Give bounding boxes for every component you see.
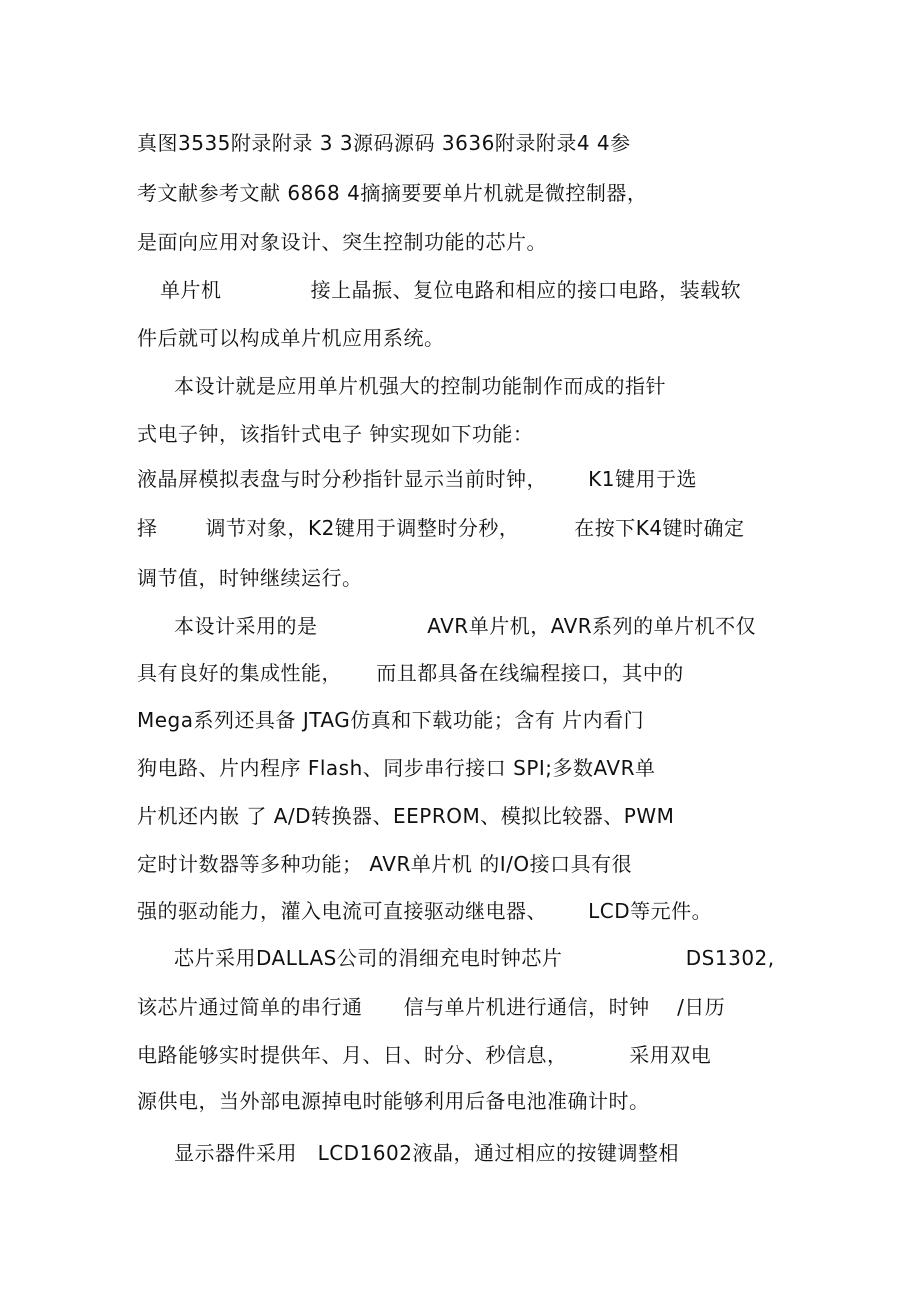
text-line: 真图3535附录附录 3 3源码源码 3636附录附录4 4参 [137,131,631,155]
text-line: 片机还内嵌 了 A/D转换器、EEPROM、模拟比较器、PWM [137,804,675,828]
text-line: 调节值，时钟继续运行。 [137,566,363,590]
text-line: Mega系列还具备 JTAG仿真和下载功能；含有 片内看门 [137,708,645,732]
text-line: 显示器件采用 LCD1602液晶，通过相应的按键调整相 [174,1141,679,1165]
text-line: 本设计采用的是 AVR单片机，AVR系列的单片机不仅 [174,614,757,638]
text-line: 狗电路、片内程序 Flash、同步串行接口 SPI;多数AVR单 [137,756,656,780]
text-line: 定时计数器等多种功能； AVR单片机 的I/O接口具有很 [137,852,633,876]
text-line: 考文献参考文献 6868 4摘摘要要单片机就是微控制器， [137,181,648,205]
text-line: 件后就可以构成单片机应用系统。 [137,326,445,350]
text-line: 式电子钟，该指针式电子 钟实现如下功能： [137,422,534,446]
text-line: 芯片采用DALLAS公司的涓细充电时钟芯片 DS1302, [174,946,775,970]
text-line: 是面向应用对象设计、突生控制功能的芯片。 [137,230,547,254]
text-line: 具有良好的集成性能， 而且都具备在线编程接口，其中的 [137,661,684,685]
text-line: 电路能够实时提供年、月、日、时分、秒信息， 采用双电 [137,1043,712,1067]
text-line: 单片机 接上晶振、复位电路和相应的接口电路，装载软 [160,278,742,302]
text-line: 强的驱动能力，灌入电流可直接驱动继电器、 LCD等元件。 [137,899,713,923]
text-line: 该芯片通过简单的串行通 信与单片机进行通信，时钟 /日历 [137,995,726,1019]
text-line: 液晶屏模拟表盘与时分秒指针显示当前时钟， K1键用于选 [137,467,697,491]
text-line: 源供电，当外部电源掉电时能够利用后备电池准确计时。 [137,1089,650,1113]
text-line: 本设计就是应用单片机强大的控制功能制作而成的指针 [174,374,666,398]
text-line: 择 调节对象，K2键用于调整时分秒， 在按下K4键时确定 [137,516,745,540]
